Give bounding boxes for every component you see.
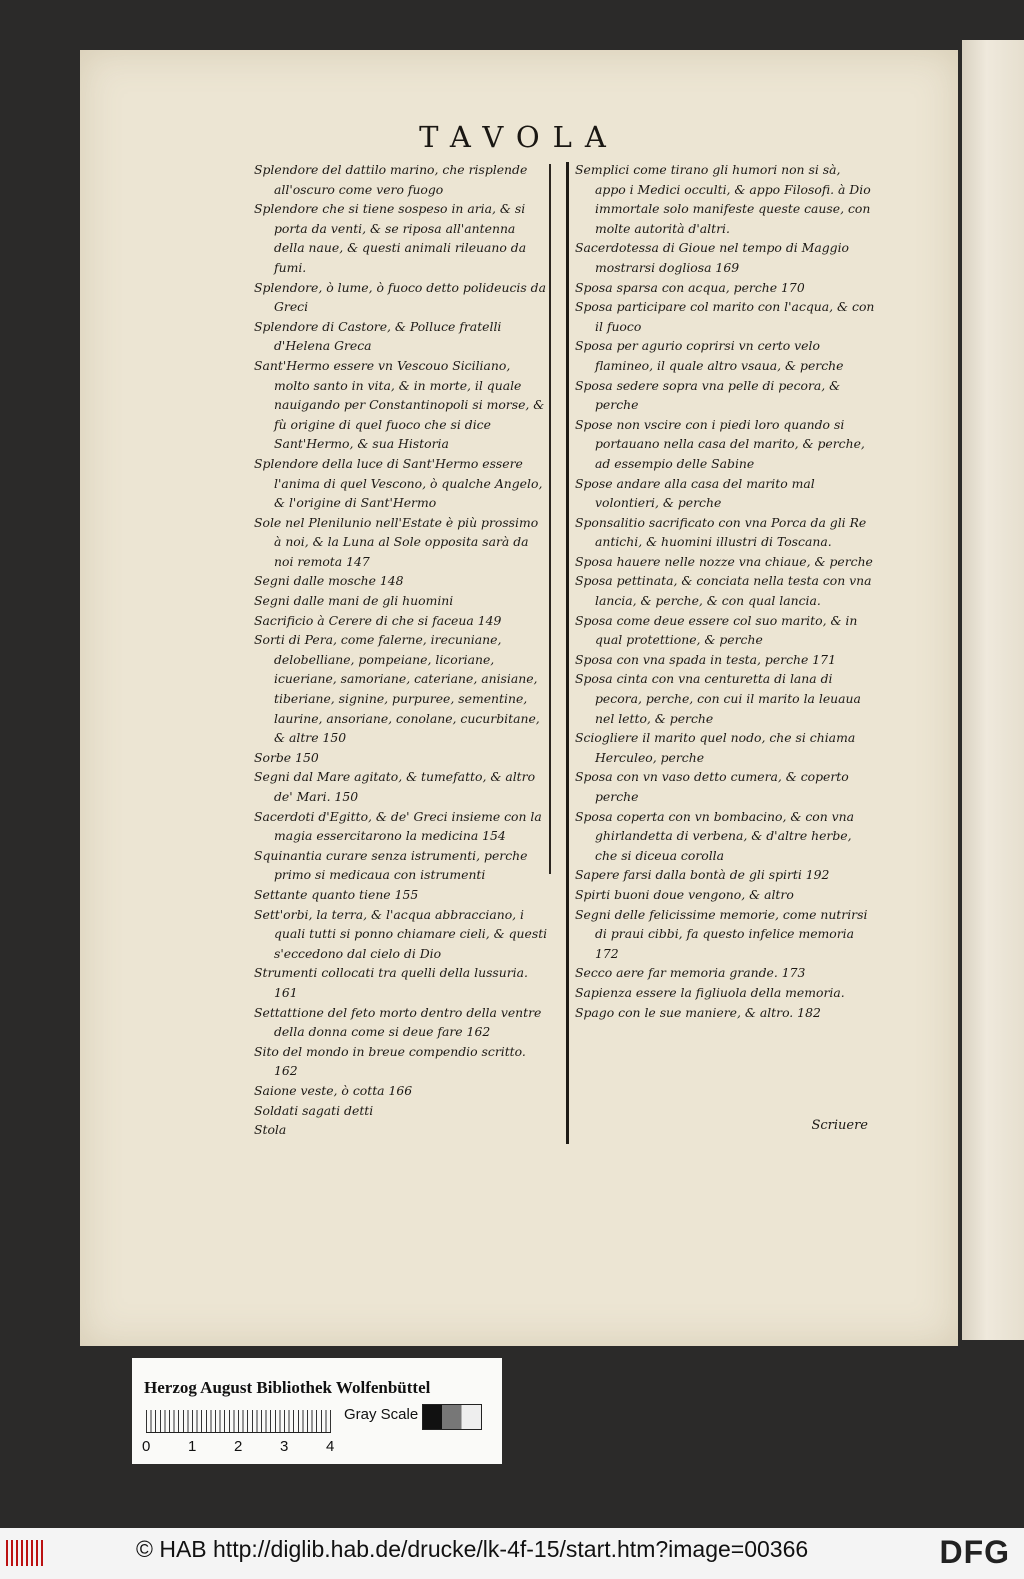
index-entry: Sposa sparsa con acqua, perche 170 [575,279,805,295]
index-entry: Segni dal Mare agitato, & tumefatto, & altro de' Mari. 150 [254,769,536,804]
index-entry: Sposa per agurio coprirsi vn certo velo flamineo, il quale altro vsaua, & perche [575,338,844,373]
index-entry: Sorbe 150 [254,749,319,765]
index-entry: Sett'orbi, la terra, & l'acqua abbracciano, i quali tutti si ponno chiamare cieli, & questi s'eccedono dal cielo di Dio [254,906,548,961]
index-entry: Sapere farsi dalla bontà de gli spirti 192 [575,867,830,883]
index-entry: Sponsalitio sacrificato con vna Porca da gli Re antichi, & huomini illustri di Toscana. [575,514,867,550]
index-entry: Semplici come tirano gli humori non si sà, appo i Medici occulti, & appo Filosofi. à Dio immortale solo manifeste queste cause, con molte autorità d'altri. [575,162,871,236]
index-entry: Sant'Hermo essere vn Vescouo Siciliano, molto santo in vita, & in morte, il quale nauigando per Constantinopoli si morse, & fù origine di quel fuoco che si dice Sant'Hermo, & sua Historia [254,357,545,452]
index-entry: Sole nel Plenilunio nell'Estate è più prossimo à noi, & la Luna al Sole opposita sarà da noi remota 147 [254,514,539,569]
index-entry: Sacrificio à Cerere di che si faceua 149 [254,612,502,628]
column-rule [566,162,569,1144]
library-name: Herzog August Bibliothek Wolfenbüttel [144,1378,431,1397]
index-entry: Splendore che si tiene sospeso in aria, & si porta da venti, & se riposa all'antenna della naue, & questi animali rileuano da fumi. [254,201,527,275]
index-entry: Secco aere far memoria grande. 173 [575,965,806,981]
index-entry: Segni dalle mani de gli huomini [254,593,454,609]
barcode-icon [6,1540,46,1566]
index-entry: Segni dalle mosche 148 [254,573,404,589]
index-entry: Sposa con vn vaso detto cumera, & coperto perche [575,769,849,804]
index-entry: Settattione del feto morto dentro della ventre della donna come si deue fare 162 [254,1004,542,1040]
index-entry: Sposa hauere nelle nozze vna chiaue, & perche [575,553,873,569]
footer-link[interactable]: © HAB http://diglib.hab.de/drucke/lk-4f-15/start.htm?image=00366 [136,1536,809,1562]
index-entry: Spago con le sue maniere, & altro. 182 [575,1004,821,1020]
index-entry: Sposa participare col marito con l'acqua, & con il fuoco [575,299,875,334]
book-page [80,50,958,1346]
index-entry: Sposa cinta con vna centuretta di lana di pecora, perche, con cui il marito la leuaua nel letto, & perche [575,671,861,726]
index-entry: Splendore del dattilo marino, che risplende all'oscuro come vero fuogo [254,162,528,197]
column-rule-inner [549,164,551,874]
index-entry: Splendore di Castore, & Polluce fratelli d'Helena Greca [254,318,502,354]
page-header: TAVOLA [419,120,619,154]
gray-scale-swatch [422,1404,482,1430]
index-entry: Sacerdotessa di Gioue nel tempo di Maggio mostrarsi dogliosa 169 [575,240,850,275]
index-entry: Soldati sagati detti [254,1102,374,1118]
index-entry: Spose andare alla casa del marito mal volontieri, & perche [575,475,815,511]
index-entry: Splendore della luce di Sant'Hermo essere l'anima di quel Vescono, ò qualche Angelo, & l'origine di Sant'Hermo [254,455,543,511]
left-column [254,160,548,1140]
footer-bar [0,1528,1024,1579]
right-column [575,160,875,1022]
index-entry: Squinantia curare senza istrumenti, perche primo si medicaua con istrumenti [254,847,528,883]
index-entry: Segni delle felicissime memorie, come nutrirsi di praui cibbi, fa questo infelice memoria 172 [575,906,868,961]
ruler-number: 0 [142,1438,151,1455]
index-entry: Spose non vscire con i piedi loro quando si portauano nella casa del marito, & perche, ad essempio delle Sabine [575,416,865,471]
ruler-ticks [146,1410,331,1433]
ruler-number: 2 [234,1438,243,1455]
index-entry: Sposa sedere sopra vna pelle di pecora, & perche [575,377,841,413]
ruler-number: 1 [188,1438,197,1455]
index-entry: Settante quanto tiene 155 [254,886,419,902]
index-entry: Sposa coperta con vn bombacino, & con vna ghirlandetta di verbena, & d'altre herbe, che si diceua corolla [575,808,855,863]
ruler-number: 4 [326,1438,335,1455]
index-entry: Stola [254,1122,287,1138]
index-entry: Sposa come deue essere col suo marito, & in qual protettione, & perche [575,612,858,648]
index-entry: Sciogliere il marito quel nodo, che si chiama Herculeo, perche [575,730,856,765]
ruler-number: 3 [280,1438,289,1455]
index-entry: Strumenti collocati tra quelli della lussuria. 161 [254,965,528,1000]
color-ruler [132,1358,502,1464]
catchword: Scriuere [811,1118,868,1133]
dfg-logo: DFG [939,1534,1010,1570]
index-entry: Sacerdoti d'Egitto, & de' Greci insieme con la magia essercitarono la medicina 154 [254,808,542,844]
index-entry: Sapienza essere la figliuola della memoria. [575,984,845,1000]
index-entry: Splendore, ò lume, ò fuoco detto polideucis da Greci [254,279,546,315]
index-entry: Sorti di Pera, come falerne, irecuniane, delobelliane, pompeiane, licoriane, icueriane, samoriane, cateriane, anisiane, tiberiane, signine, purpuree, sementine, laurine, ansoriane, conolane, cucurbitane, & altre 150 [254,632,540,746]
gray-scale-label: Gray Scale [344,1406,419,1423]
index-entry: Sito del mondo in breue compendio scritto. 162 [254,1043,526,1079]
index-entry: Sposa pettinata, & conciata nella testa con vna lancia, & perche, & con qual lancia. [575,573,872,609]
index-entry: Spirti buoni doue vengono, & altro [575,886,794,902]
next-page-edge [962,40,1024,1340]
index-entry: Saione veste, ò cotta 166 [254,1082,413,1098]
index-entry: Sposa con vna spada in testa, perche 171 [575,651,836,667]
